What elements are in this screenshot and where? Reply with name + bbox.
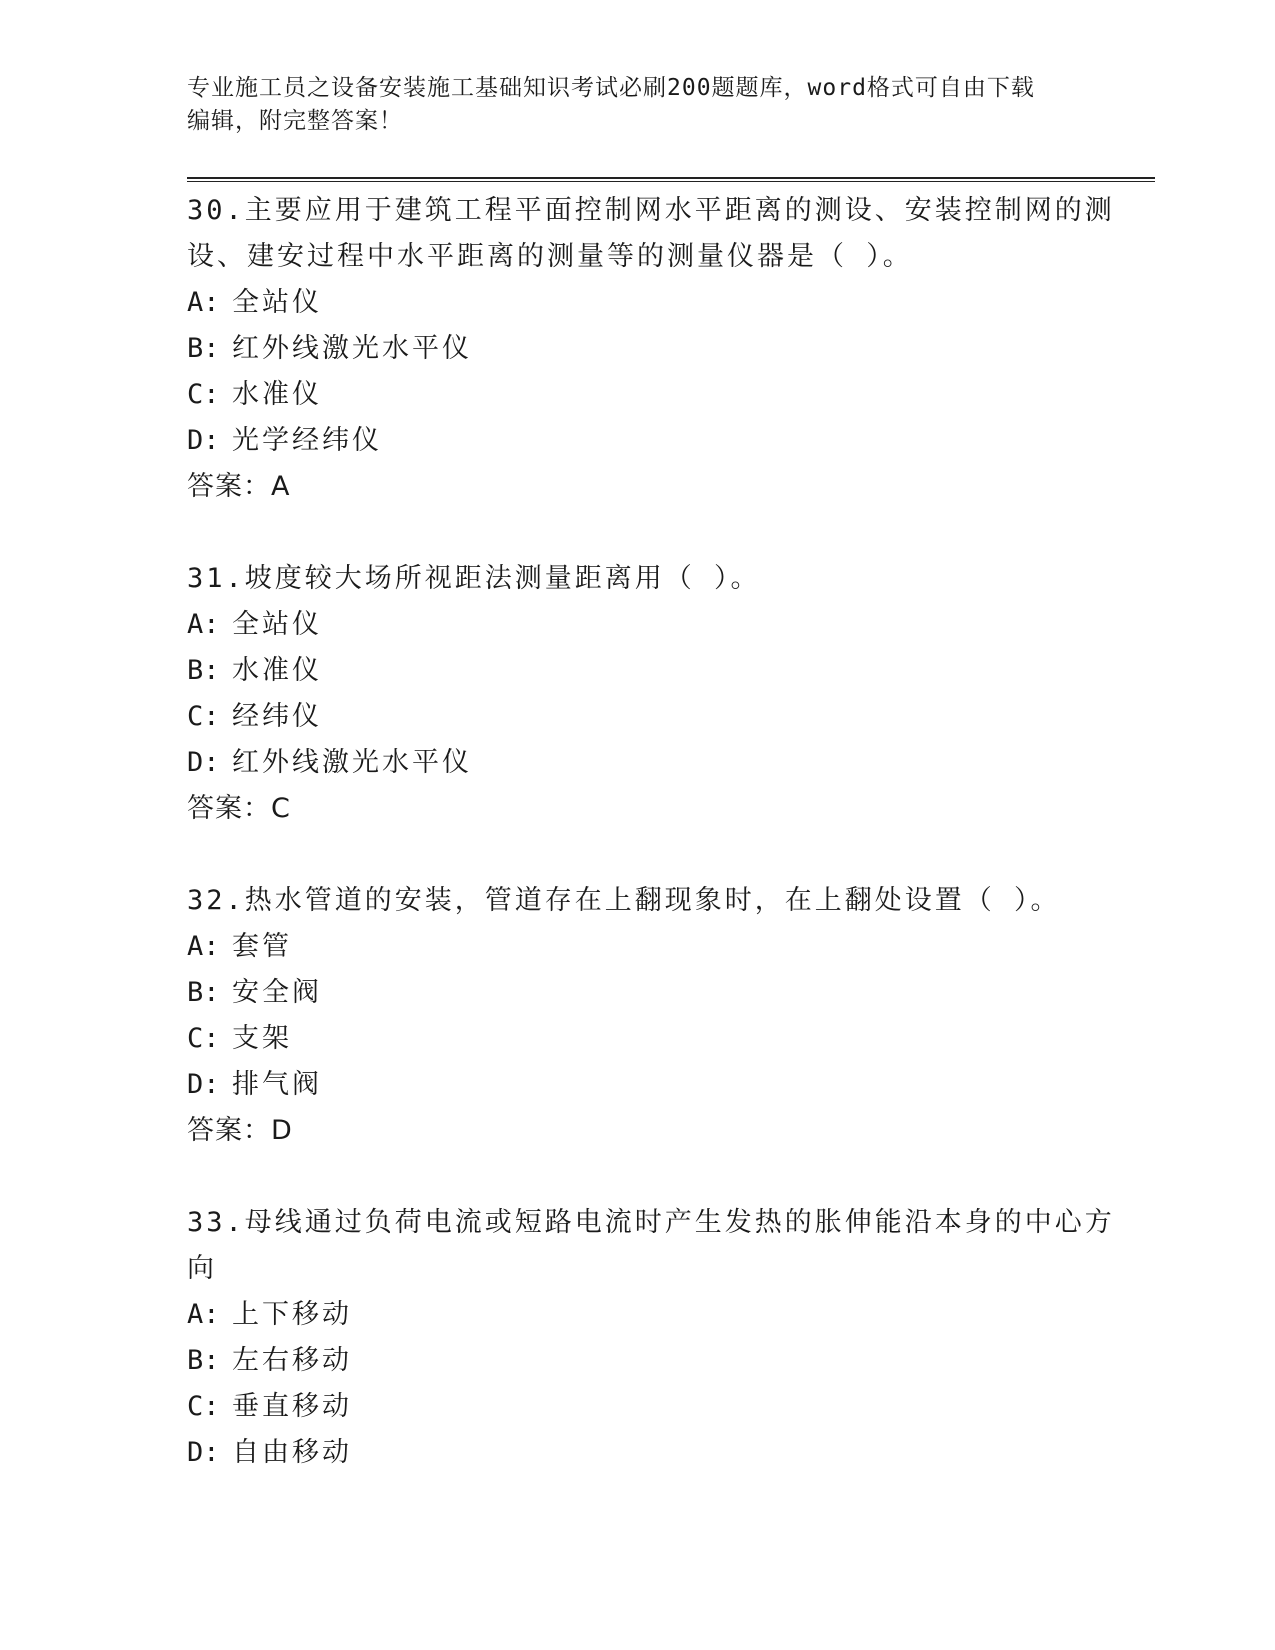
option-text: 水准仪 [232, 655, 322, 686]
question-stem [187, 1200, 1115, 1292]
option-text: 套管 [232, 931, 292, 962]
option-letter: B: [187, 1345, 220, 1376]
question-33 [187, 1200, 1115, 1476]
option-c [187, 694, 1077, 740]
option-b [187, 1338, 1077, 1384]
option-d [187, 740, 1077, 786]
option-a [187, 280, 1077, 326]
stem-line: 31.坡度较大场所视距法测量距离用（ ）。 [187, 563, 761, 594]
option-letter: A: [187, 609, 220, 640]
option-letter: C: [187, 379, 220, 410]
option-letter: C: [187, 1391, 220, 1422]
document-header [187, 72, 1087, 138]
option-c [187, 1016, 1077, 1062]
option-text: 支架 [232, 1023, 292, 1054]
option-text: 自由移动 [232, 1437, 352, 1468]
option-text: 左右移动 [232, 1345, 352, 1376]
option-letter: C: [187, 701, 220, 732]
option-letter: B: [187, 655, 220, 686]
option-text: 排气阀 [232, 1069, 322, 1100]
question-list [187, 188, 1115, 1522]
answer-line: 答案：D [187, 1115, 293, 1146]
option-letter: B: [187, 333, 220, 364]
question-30 [187, 188, 1115, 510]
option-letter: D: [187, 425, 220, 456]
header-line-1: 专业施工员之设备安装施工基础知识考试必刷200题题库，word格式可自由下载 [187, 75, 1035, 101]
option-d [187, 1430, 1077, 1476]
question-stem [187, 556, 1077, 602]
stem-line: 向 [187, 1253, 217, 1284]
question-stem [187, 188, 1115, 280]
option-text: 全站仪 [232, 609, 322, 640]
option-letter: A: [187, 931, 220, 962]
question-stem [187, 878, 1077, 924]
stem-line: 33.母线通过负荷电流或短路电流时产生发热的胀伸能沿本身的中心方 [187, 1207, 1115, 1238]
option-letter: A: [187, 1299, 220, 1330]
answer-line: 答案：A [187, 471, 291, 502]
option-a [187, 1292, 1077, 1338]
option-text: 经纬仪 [232, 701, 322, 732]
stem-line: 32.热水管道的安装，管道存在上翻现象时，在上翻处设置（ ）。 [187, 885, 1061, 916]
option-letter: A: [187, 287, 220, 318]
option-letter: D: [187, 1437, 220, 1468]
option-b [187, 648, 1077, 694]
option-text: 安全阀 [232, 977, 322, 1008]
option-text: 红外线激光水平仪 [232, 747, 472, 778]
option-c [187, 372, 1077, 418]
question-32 [187, 878, 1077, 1154]
option-text: 红外线激光水平仪 [232, 333, 472, 364]
option-text: 水准仪 [232, 379, 322, 410]
option-b [187, 326, 1077, 372]
option-text: 垂直移动 [232, 1391, 352, 1422]
option-letter: B: [187, 977, 220, 1008]
option-d [187, 1062, 1077, 1108]
stem-line: 30.主要应用于建筑工程平面控制网水平距离的测设、安装控制网的测 [187, 195, 1115, 226]
option-text: 上下移动 [232, 1299, 352, 1330]
header-divider [187, 177, 1155, 182]
option-a [187, 924, 1077, 970]
option-letter: D: [187, 747, 220, 778]
option-d [187, 418, 1077, 464]
option-b [187, 970, 1077, 1016]
question-31 [187, 556, 1077, 832]
option-letter: D: [187, 1069, 220, 1100]
option-text: 光学经纬仪 [232, 425, 382, 456]
option-a [187, 602, 1077, 648]
option-text: 全站仪 [232, 287, 322, 318]
header-line-2: 编辑，附完整答案！ [187, 108, 403, 134]
option-letter: C: [187, 1023, 220, 1054]
answer-line: 答案：C [187, 793, 291, 824]
option-c [187, 1384, 1077, 1430]
stem-line: 设、建安过程中水平距离的测量等的测量仪器是（ ）。 [187, 241, 913, 272]
